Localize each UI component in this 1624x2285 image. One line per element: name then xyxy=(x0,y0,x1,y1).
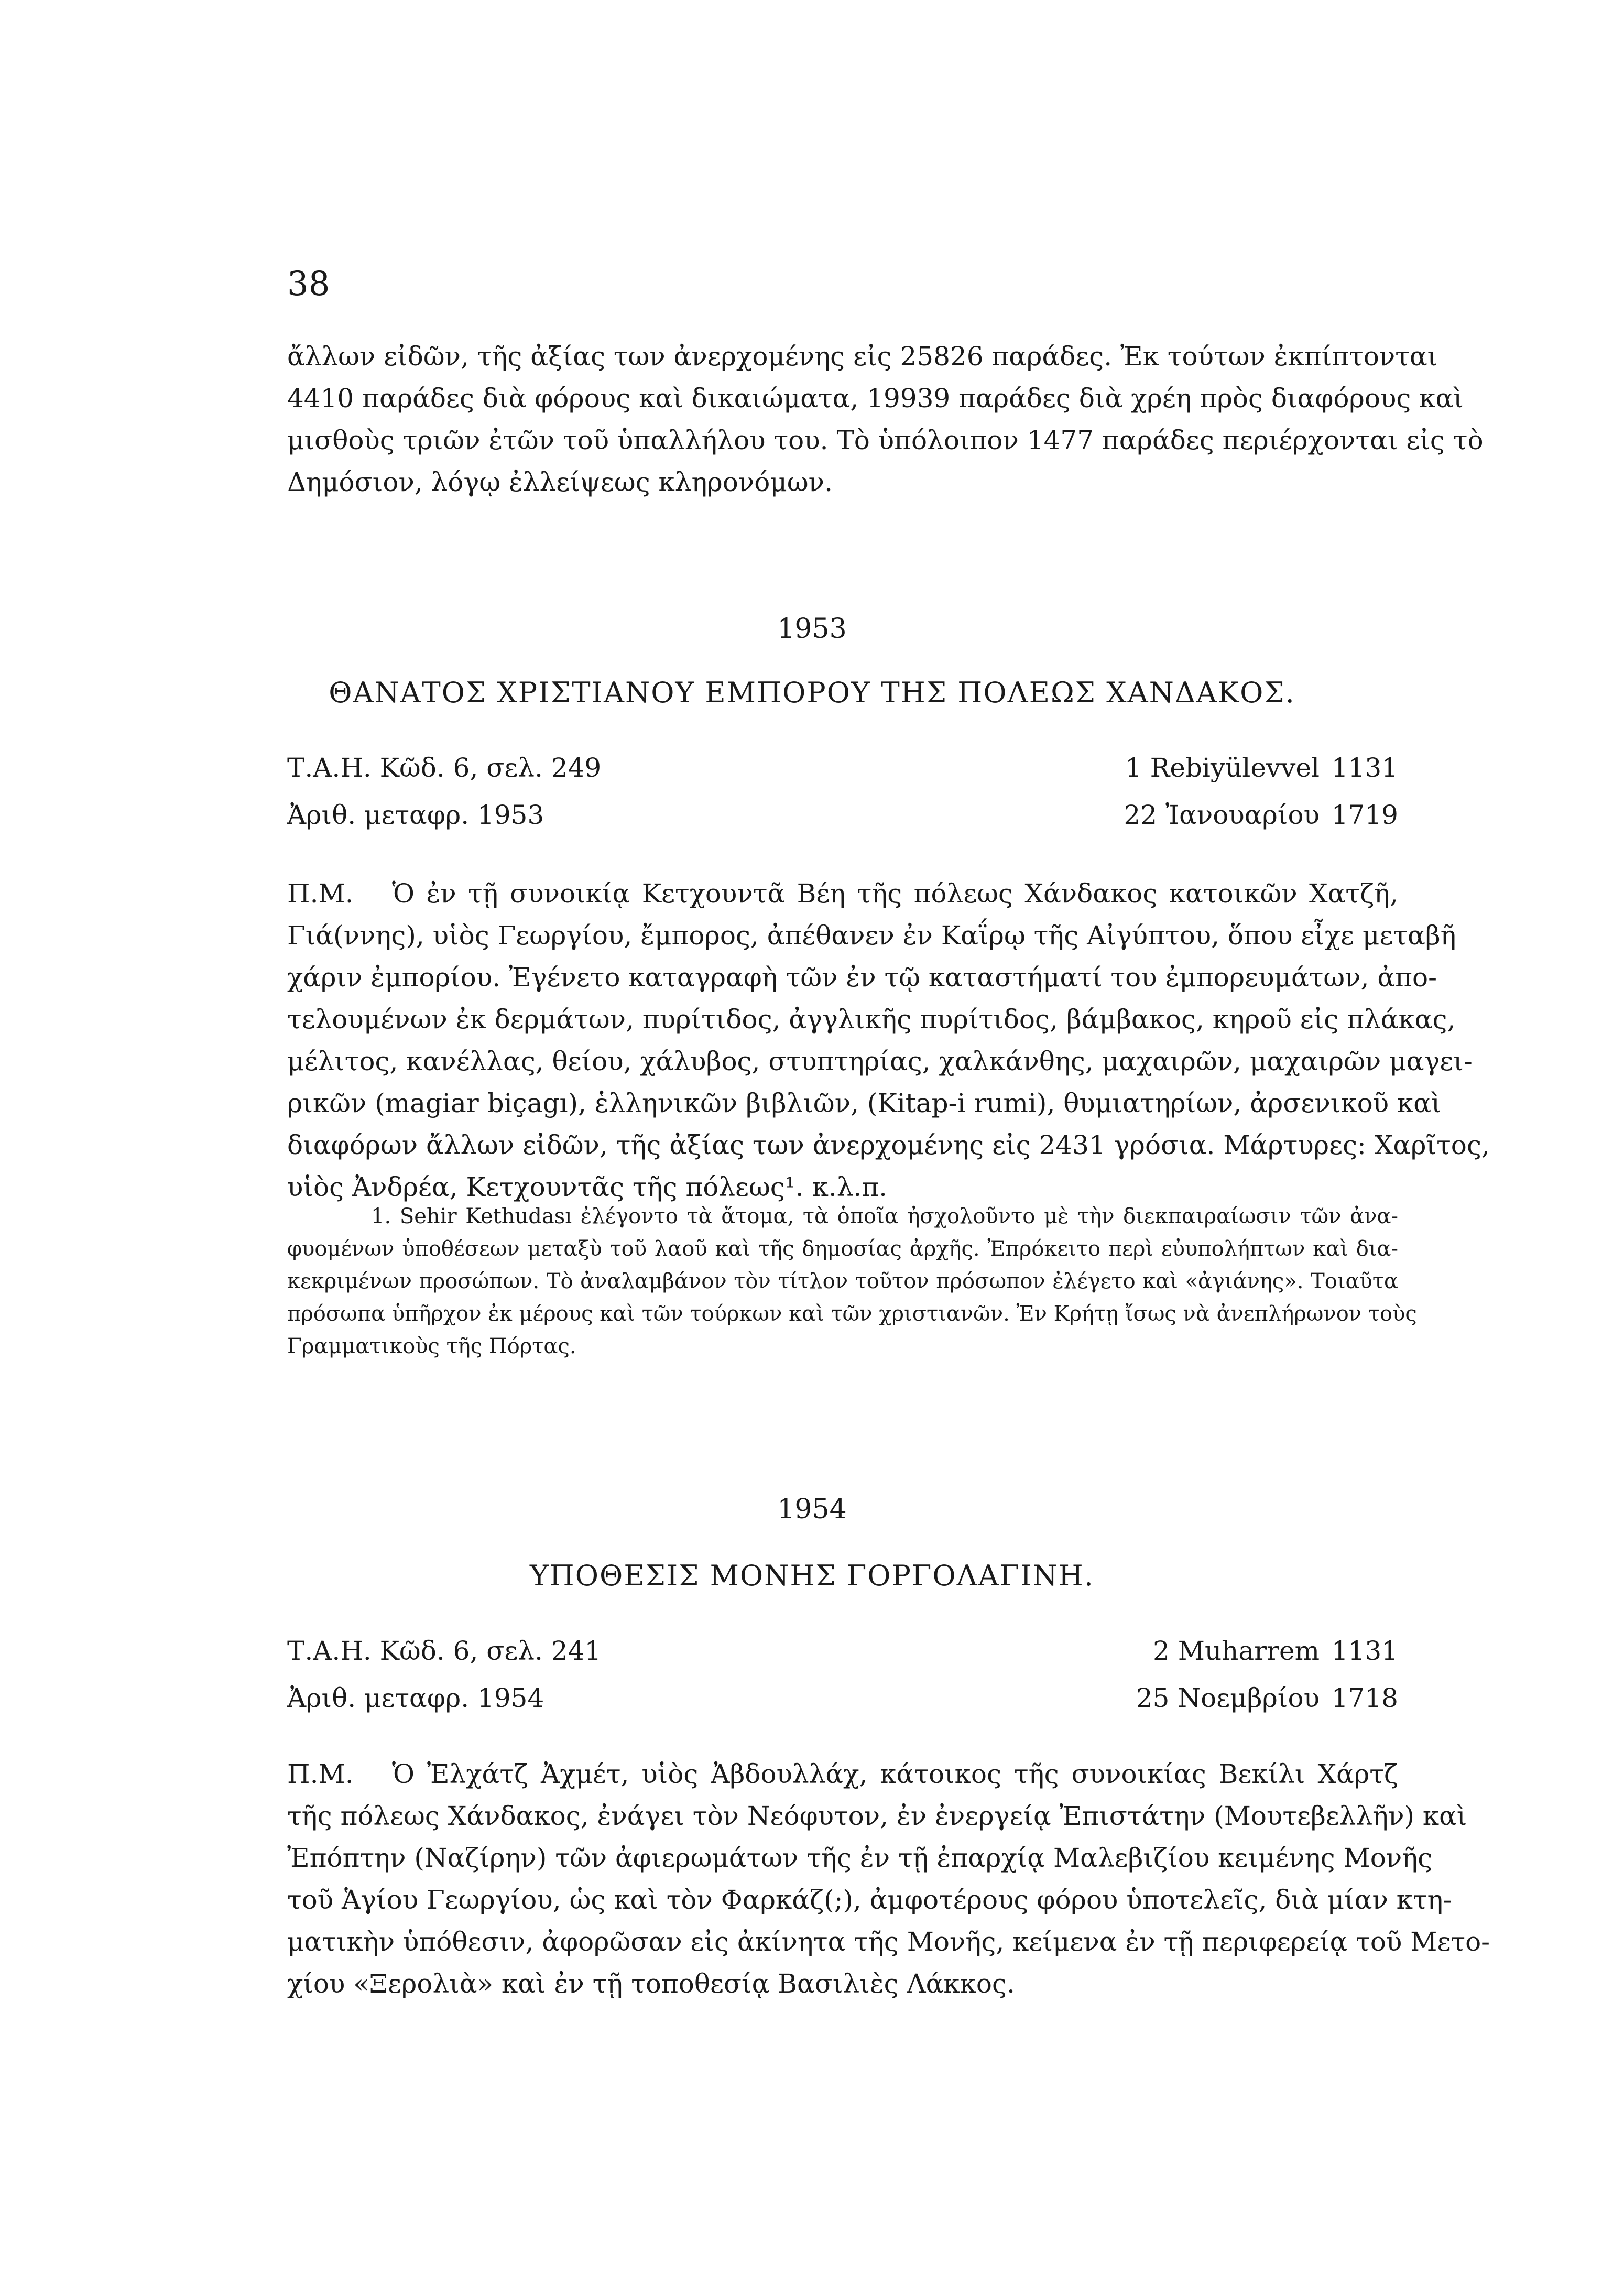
text-line: τῆς πόλεως Χάνδακος, ἐνάγει τὸν Νεόφυτον, ἐν ἐνεργείᾳ Ἐπιστάτην (Μουτεβελλῆν) καὶ xyxy=(287,1801,1467,1831)
footnote xyxy=(287,1200,1417,1363)
hijri-date: 2 Muharrem xyxy=(1153,1636,1320,1666)
footnote-line: 1. Sehir Kethudası ἐλέγοντο τὰ ἄτομα, τὰ ὁποῖα ἠσχολοῦντο μὲ τὴν διεκπαιραίωσιν τῶν ἀνα- xyxy=(371,1204,1398,1228)
text-line: μισθοὺς τριῶν ἐτῶν τοῦ ὑπαλλήλου του. Τὸ ὑπόλοιπον 1477 παράδες περιέρχονται εἰς τὸ xyxy=(287,425,1484,455)
reference-block xyxy=(287,1633,1398,1727)
archive-reference: Τ.Α.Η. Κῶδ. 6, σελ. 241 xyxy=(287,1636,602,1666)
document-title: ΥΠΟΘΕΣΙΣ ΜΟΝΗΣ ΓΟΡΓΟΛΑΓΙΝΗ. xyxy=(530,1559,1094,1592)
translation-number: Ἀριθ. μεταφρ. 1954 xyxy=(287,1683,544,1713)
summary-label: Π.Μ. xyxy=(287,1759,354,1789)
text-line: χάριν ἐμπορίου. Ἐγένετο καταγραφὴ τῶν ἐν τῷ καταστήματί του ἐμπορευμάτων, ἀπο- xyxy=(287,962,1437,993)
intro-paragraph xyxy=(287,335,1484,503)
document-title: ΘΑΝΑΤΟΣ ΧΡΙΣΤΙΑΝΟΥ ΕΜΠΟΡΟΥ ΤΗΣ ΠΟΛΕΩΣ ΧΑΝΔΑΚΟΣ. xyxy=(329,676,1295,709)
text-line: τοῦ Ἁγίου Γεωργίου, ὡς καὶ τὸν Φαρκάζ(;), ἀμφοτέρους φόρου ὑποτελεῖς, διὰ μίαν κτη- xyxy=(287,1885,1452,1915)
hijri-year: 1131 xyxy=(1331,1636,1398,1666)
text-line: ματικὴν ὑπόθεσιν, ἀφορῶσαν εἰς ἀκίνητα τῆς Μονῆς, κείμενα ἐν τῇ περιφερείᾳ τοῦ Μετο- xyxy=(287,1927,1490,1957)
text-line: ρικῶν (magiar biçagı), ἑλληνικῶν βιβλιῶν, (Kitap-i rumi), θυμιατηρίων, ἀρσενικοῦ καὶ xyxy=(287,1088,1442,1118)
gregorian-year: 1718 xyxy=(1331,1683,1398,1713)
archive-reference: Τ.Α.Η. Κῶδ. 6, σελ. 249 xyxy=(287,753,602,783)
text-line: μέλιτος, κανέλλας, θείου, χάλυβος, στυπτηρίας, χαλκάνθης, μαχαιρῶν, μαχαιρῶν μαγει- xyxy=(287,1046,1473,1076)
hijri-year: 1131 xyxy=(1331,753,1398,783)
text-line: διαφόρων ἄλλων εἰδῶν, τῆς ἀξίας των ἀνερχομένης εἰς 2431 γρόσια. Μάρτυρες: Χαρῖτος, xyxy=(287,1130,1490,1160)
text-line: ἄλλων εἰδῶν, τῆς ἀξίας των ἀνερχομένης εἰς 25826 παράδες. Ἐκ τούτων ἐκπίπτονται xyxy=(287,341,1438,372)
reference-block xyxy=(287,749,1398,844)
translation-number: Ἀριθ. μεταφρ. 1953 xyxy=(287,800,544,830)
text-line: τελουμένων ἐκ δερμάτων, πυρίτιδος, ἀγγλικῆς πυρίτιδος, βάμβακος, κηροῦ εἰς πλάκας, xyxy=(287,1004,1456,1035)
gregorian-year: 1719 xyxy=(1331,800,1398,830)
hijri-date: 1 Rebiyülevvel xyxy=(1125,753,1320,783)
gregorian-date: 22 Ἰανουαρίου xyxy=(1124,800,1320,830)
gregorian-date: 25 Νοεμβρίου xyxy=(1136,1683,1320,1713)
summary-label: Π.Μ. xyxy=(287,878,354,909)
text-line: Ἐπόπτην (Ναζίρην) τῶν ἀφιερωμάτων τῆς ἐν τῇ ἐπαρχίᾳ Μαλεβιζίου κειμένης Μονῆς xyxy=(287,1843,1433,1873)
text-line: 4410 παράδες διὰ φόρους καὶ δικαιώματα, 19939 παράδες διὰ χρέη πρὸς διαφόρους καὶ xyxy=(287,383,1464,414)
text-line: υἱὸς Ἀνδρέα, Κετχουντᾶς τῆς πόλεως¹. κ.λ.π. xyxy=(287,1172,888,1202)
text-line: Δημόσιον, λόγῳ ἐλλείψεως κληρονόμων. xyxy=(287,467,833,497)
text-line: Ὁ Ἐλχάτζ Ἀχμέτ, υἱὸς Ἀβδουλλάχ, κάτοικος τῆς συνοικίας Βεκίλι Χάρτζ xyxy=(392,1759,1398,1789)
text-line: Γιά(ννης), υἱὸς Γεωργίου, ἔμπορος, ἀπέθανεν ἐν Καΐρῳ τῆς Αἰγύπτου, ὅπου εἶχε μεταβῆ xyxy=(287,920,1456,951)
text-line: Ὁ ἐν τῇ συνοικίᾳ Κετχουντᾶ Βέη τῆς πόλεως Χάνδακος κατοικῶν Χατζῆ, xyxy=(392,878,1398,909)
page-number: 38 xyxy=(287,265,330,303)
document-number: 1953 xyxy=(777,613,847,645)
text-line: χίου «Ξερολιὰ» καὶ ἐν τῇ τοποθεσίᾳ Βασιλιὲς Λάκκος. xyxy=(287,1968,1015,1999)
footnote-line: κεκριμένων προσώπων. Τὸ ἀναλαμβάνον τὸν τίτλον τοῦτον πρόσωπον ἐλέγετο καὶ «ἀγιάνης». Τοιαῦτα xyxy=(287,1269,1398,1293)
footnote-line: Γραμματικοὺς τῆς Πόρτας. xyxy=(287,1334,576,1358)
footnote-line: φυομένων ὑποθέσεων μεταξὺ τοῦ λαοῦ καὶ τῆς δημοσίας ἀρχῆς. Ἐπρόκειτο περὶ εὐυπολήπτων καὶ δια- xyxy=(287,1237,1398,1261)
footnote-line: πρόσωπα ὑπῆρχον ἐκ μέρους καὶ τῶν τούρκων καὶ τῶν χριστιανῶν. Ἐν Κρήτῃ ἴσως νὰ ἀνεπλήρωνον τοὺς xyxy=(287,1302,1417,1326)
document-number: 1954 xyxy=(777,1494,847,1525)
document-body xyxy=(287,873,1490,1208)
document-body xyxy=(287,1753,1490,2005)
